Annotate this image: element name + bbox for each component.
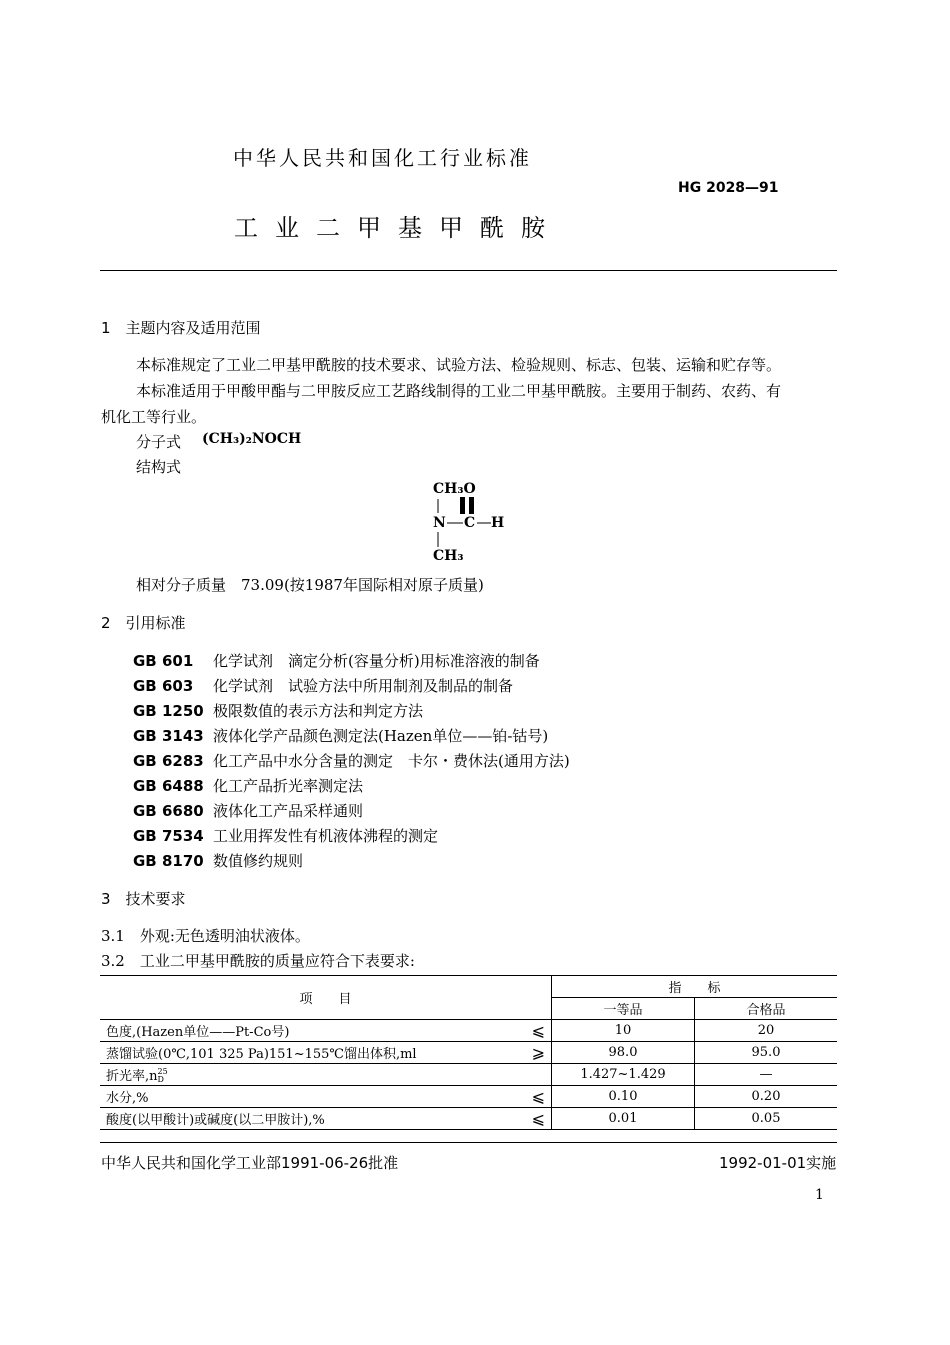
structure-h-atom: H: [491, 515, 505, 531]
reference-code: GB 601: [133, 652, 194, 670]
temperature-superscript: 25: [157, 1067, 168, 1077]
reference-title: 化学试剂 滴定分析(容量分析)用标准溶液的制备: [213, 652, 540, 670]
reference-code: GB 6283: [133, 752, 204, 770]
table-cell-item: [100, 1020, 517, 1042]
table-cell-operator: ⩽: [517, 1020, 552, 1042]
footer-rule: [100, 1142, 837, 1143]
table-row: [100, 1086, 837, 1108]
standard-category-title: 中华人民共和国化工行业标准: [233, 146, 532, 170]
table-cell-operator: ⩽: [517, 1086, 552, 1108]
table-cell-item: [100, 1042, 517, 1064]
reference-item: [133, 750, 570, 771]
quality-table: [100, 975, 837, 1130]
section-1-para-1: 本标准规定了工业二甲基甲酰胺的技术要求、试验方法、检验规则、标志、包装、运输和贮存等。: [136, 356, 782, 374]
table-cell-operator: ⩾: [517, 1042, 552, 1064]
header-rule: [100, 270, 837, 271]
document-title: 工业二甲基甲酰胺: [234, 214, 562, 242]
section-1-para-2-cont: 机化工等行业。: [101, 408, 207, 426]
reference-item: [133, 675, 513, 696]
table-cell-item: [100, 1086, 517, 1108]
reference-title: 液体化工产品采样通则: [213, 802, 364, 820]
table-row: [100, 1064, 837, 1086]
section-1-para-2: 本标准适用于甲酸甲酯与二甲胺反应工艺路线制得的工业二甲基甲酰胺。主要用于制药、农药、有: [136, 382, 782, 400]
table-row: [100, 1108, 837, 1130]
grade-2-header: 合格品: [695, 998, 838, 1020]
structure-top-group: CH₃O: [433, 481, 476, 497]
standard-code: HG 2028—91: [678, 180, 779, 196]
table-cell-grade-2: 95.0: [695, 1042, 838, 1064]
item-text: 蒸馏试验(0℃,101 325 Pa)151~155℃馏出体积,ml: [106, 1047, 417, 1062]
table-cell-grade-1: 0.10: [552, 1086, 695, 1108]
sodium-d-line-subscript: D: [157, 1075, 164, 1085]
structure-bottom-group: CH₃: [433, 548, 464, 564]
section-1-heading: 1 主题内容及适用范围: [101, 319, 261, 337]
reference-code: GB 8170: [133, 852, 204, 870]
table-cell-operator: ⩽: [517, 1108, 552, 1130]
structure-n-atom: N: [433, 515, 446, 531]
table-cell-item: [100, 1064, 517, 1086]
section-3-heading: 3 技术要求: [101, 890, 186, 908]
refractive-index-subscript: [158, 1068, 168, 1084]
structure-c-atom: C: [464, 515, 476, 531]
table-cell-grade-2: 0.20: [695, 1086, 838, 1108]
table-cell-grade-1: 0.01: [552, 1108, 695, 1130]
table-cell-grade-1: 98.0: [552, 1042, 695, 1064]
table-cell-grade-2: 20: [695, 1020, 838, 1042]
item-header: 项 目: [100, 976, 552, 1020]
reference-item: [133, 725, 548, 746]
formula-label: 分子式: [136, 433, 182, 451]
reference-title: 数值修约规则: [213, 852, 304, 870]
reference-code: GB 3143: [133, 727, 204, 745]
item-text: 水分,%: [106, 1091, 149, 1106]
clause-3-1: 3.1 外观:无色透明油状液体。: [101, 927, 310, 945]
implementation-date: 1992-01-01实施: [719, 1154, 837, 1172]
reference-item: [133, 700, 423, 721]
reference-item: [133, 825, 438, 846]
table-header-row: [100, 976, 837, 998]
section-2-heading: 2 引用标准: [101, 614, 186, 632]
item-text: 折光率,n: [106, 1068, 158, 1084]
table-cell-operator: [517, 1064, 552, 1086]
table-cell-grade-2: 0.05: [695, 1108, 838, 1130]
reference-code: GB 7534: [133, 827, 204, 845]
reference-code: GB 6488: [133, 777, 204, 795]
reference-title: 极限数值的表示方法和判定方法: [213, 702, 424, 720]
table-cell-grade-2: —: [695, 1064, 838, 1086]
index-header: 指 标: [552, 976, 838, 998]
reference-title: 化学试剂 试验方法中所用制剂及制品的制备: [213, 677, 514, 695]
reference-title: 液体化学产品颜色测定法(Hazen单位——铂-钴号): [213, 727, 549, 745]
table-cell-item: [100, 1108, 517, 1130]
reference-item: [133, 850, 303, 871]
structure-bonds: [425, 495, 515, 555]
table-row: [100, 1020, 837, 1042]
clause-3-2: 3.2 工业二甲基甲酰胺的质量应符合下表要求:: [101, 952, 415, 970]
item-text: 色度,(Hazen单位——Pt-Co号): [106, 1025, 290, 1040]
item-text: 酸度(以甲酸计)或碱度(以二甲胺计),%: [106, 1113, 325, 1128]
reference-item: [133, 800, 363, 821]
reference-code: GB 603: [133, 677, 194, 695]
structure-label: 结构式: [136, 458, 182, 476]
reference-item: [133, 650, 540, 671]
reference-code: GB 1250: [133, 702, 204, 720]
table-cell-grade-1: 1.427~1.429: [552, 1064, 695, 1086]
reference-item: [133, 775, 363, 796]
table-row: [100, 1042, 837, 1064]
approval-statement: 中华人民共和国化学工业部1991-06-26批准: [101, 1154, 399, 1172]
molecular-formula: (CH₃)₂NOCH: [202, 431, 302, 447]
reference-title: 化工产品中水分含量的测定 卡尔・费休法(通用方法): [213, 752, 570, 770]
table-cell-grade-1: 10: [552, 1020, 695, 1042]
molecular-mass: 相对分子质量 73.09(按1987年国际相对原子质量): [136, 576, 484, 594]
reference-code: GB 6680: [133, 802, 204, 820]
reference-title: 工业用挥发性有机液体沸程的测定: [213, 827, 439, 845]
reference-title: 化工产品折光率测定法: [213, 777, 364, 795]
grade-1-header: 一等品: [552, 998, 695, 1020]
page-number: 1: [815, 1187, 824, 1203]
